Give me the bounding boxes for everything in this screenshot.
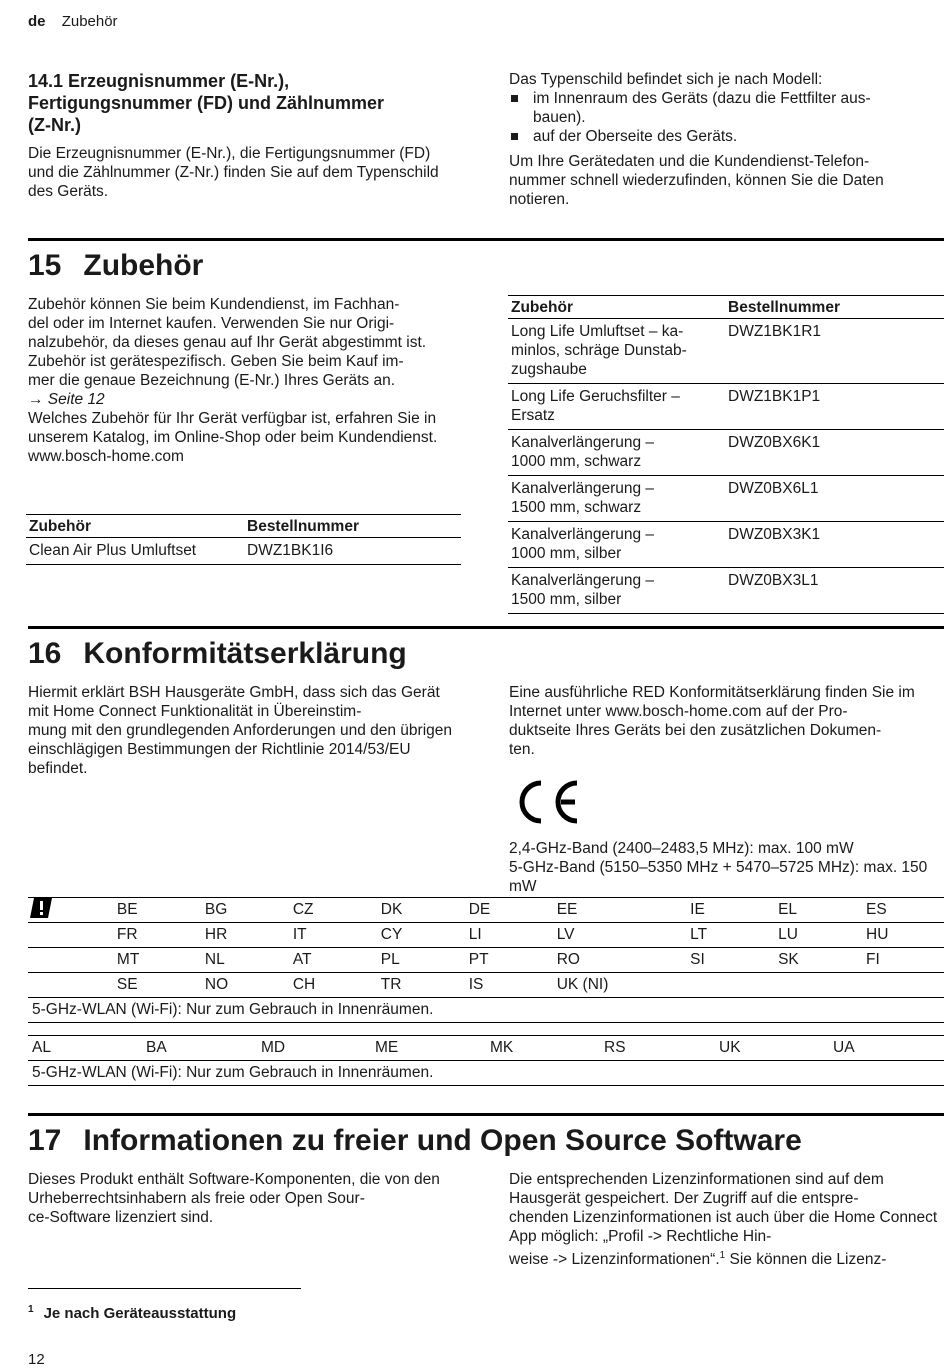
country-code (862, 973, 944, 998)
nameplate-intro: Das Typenschild befindet sich je nach Modell: (509, 71, 823, 88)
accessory-name: Kanalverlängerung – 1000 mm, silber (508, 522, 725, 568)
column-header-accessory: Zubehör (508, 296, 725, 319)
column-header-order-number: Bestellnummer (725, 296, 944, 319)
section-14-1-body: Die Erzeugnisnummer (E-Nr.), die Fertigungsnummer (FD) und die Zählnummer (Z-Nr.) finden Sie auf dem Typenschild des Geräts. (28, 145, 439, 200)
accessory-name: Long Life Geruchsfilter – Ersatz (508, 384, 725, 430)
frequency-bands: 2,4-GHz-Band (2400–2483,5 MHz): max. 100 mW 5-GHz-Band (5150–5350 MHz + 5470–5725 MHz): max. 150 mW (509, 840, 928, 895)
accessory-name: Kanalverlängerung – 1500 mm, schwarz (508, 476, 725, 522)
country-code: BG (201, 898, 289, 923)
nameplate-note: Um Ihre Gerätedaten und die Kundendienst-Telefon- nummer schnell wiederzufinden, können Sie die Daten notieren. (509, 153, 884, 208)
accessory-name: Long Life Umluftset – ka- minlos, schräge Dunstab- zugshaube (508, 319, 725, 384)
header-title: Zubehör (61, 13, 118, 30)
country-code: ME (371, 1036, 486, 1061)
list-item: auf der Oberseite des Geräts. (509, 127, 941, 146)
column-header-order-number: Bestellnummer (244, 515, 461, 538)
accessory-specific: Zubehör ist gerätespezifisch. Geben Sie beim Kauf im- mer die genaue Bezeichnung (E-Nr.) Ihres Geräts an. (28, 353, 404, 389)
country-code: SI (686, 948, 774, 973)
country-code: LT (686, 923, 774, 948)
accessory-name: Clean Air Plus Umluftset (26, 538, 244, 565)
section-title: Informationen zu freier und Open Source Software (83, 1124, 802, 1157)
footnote-text: Je nach Geräteausstattung (43, 1305, 237, 1322)
section-number: 17 (28, 1124, 62, 1157)
section-17-heading (28, 1124, 802, 1158)
nameplate-location-list (509, 89, 941, 146)
country-table-non-eu (28, 1035, 944, 1086)
footnote-reference[interactable]: 1 (719, 1250, 726, 1261)
country-code: NL (201, 948, 289, 973)
country-code: IS (465, 973, 553, 998)
column-header-accessory: Zubehör (26, 515, 244, 538)
country-code: AL (28, 1036, 142, 1061)
accessory-table-right (508, 295, 944, 614)
section-divider (28, 238, 944, 241)
section-number: 16 (28, 637, 62, 670)
country-code: UK (715, 1036, 829, 1061)
country-code: CZ (289, 898, 377, 923)
accessory-name: Kanalverlängerung – 1500 mm, silber (508, 568, 725, 614)
table-row (508, 319, 944, 384)
country-code: BA (142, 1036, 257, 1061)
order-number: DWZ0BX3K1 (725, 522, 944, 568)
page-header (28, 12, 118, 31)
list-item: im Innenraum des Geräts (dazu die Fettfilter aus- bauen). (509, 89, 941, 127)
order-number: DWZ0BX3L1 (725, 568, 944, 614)
country-code: SE (113, 973, 201, 998)
order-number: DWZ0BX6L1 (725, 476, 944, 522)
country-code: SK (774, 948, 862, 973)
section-16-heading (28, 637, 407, 671)
conformity-right (509, 683, 945, 896)
country-code: CY (377, 923, 465, 948)
language-code: de (28, 13, 46, 30)
country-code: IE (686, 898, 774, 923)
table-row (508, 476, 944, 522)
accessory-intro: Zubehör können Sie beim Kundendienst, im Fachhan- del oder im Internet kaufen. Verwenden Sie nur Origi- nalzubehör, da dieses genau auf Ihr Gerät abgestimmt ist. (28, 296, 427, 351)
accessory-availability: Welches Zubehör für Ihr Gerät verfügbar ist, erfahren Sie in unserem Katalog, im Online-Shop oder beim Kundendienst. (28, 410, 438, 446)
red-declaration-note: Eine ausführliche RED Konformitätserklärung finden Sie im Internet unter www.bosch-home.com auf der Pro- duktseite Ihres Geräts bei den zusätzlichen Dokumen- ten. (509, 684, 915, 758)
country-code: NO (201, 973, 289, 998)
table-row (28, 1061, 944, 1086)
license-text: Die entsprechenden Lizenzinformationen sind auf dem Hausgerät gespeichert. Der Zugriff auf die entspre- chenden Lizenzinformationen ist auch über die Home Connect App möglich: „Profil -> Rechtliche Hin- weise -> Lizenzinformationen“. (509, 1171, 938, 1269)
footnote (28, 1300, 236, 1323)
country-code: EL (774, 898, 862, 923)
footnote-divider (28, 1288, 301, 1289)
oss-license-info (509, 1170, 941, 1269)
page-number: 12 (28, 1351, 45, 1368)
country-code: IT (289, 923, 377, 948)
section-title: Konformitätserklärung (83, 637, 407, 670)
order-number: DWZ1BK1R1 (725, 319, 944, 384)
table-row (28, 973, 944, 998)
country-code: ES (862, 898, 944, 923)
table-row (508, 384, 944, 430)
country-code: CH (289, 973, 377, 998)
country-code: LV (553, 923, 686, 948)
oss-intro: Dieses Produkt enthält Software-Komponenten, die von den Urheberrechtsinhabern als freie oder Open Sour- ce-Software lizenziert sind. (28, 1171, 440, 1226)
table-row (508, 430, 944, 476)
website-link[interactable]: www.bosch-home.com (28, 448, 184, 465)
wlan-indoor-note: 5-GHz-WLAN (Wi-Fi): Nur zum Gebrauch in Innenräumen. (28, 1061, 944, 1086)
country-code: PL (377, 948, 465, 973)
country-code: HU (862, 923, 944, 948)
order-number: DWZ1BK1I6 (244, 538, 461, 565)
accessory-name: Kanalverlängerung – 1000 mm, schwarz (508, 430, 725, 476)
country-code: LI (465, 923, 553, 948)
order-number: DWZ0BX6K1 (725, 430, 944, 476)
section-title: Zubehör (83, 249, 204, 282)
wlan-indoor-note: 5-GHz-WLAN (Wi-Fi): Nur zum Gebrauch in Innenräumen. (28, 998, 944, 1023)
country-table-eu (28, 897, 944, 1023)
table-row (508, 522, 944, 568)
country-code (774, 973, 862, 998)
country-code: DE (465, 898, 553, 923)
country-code (686, 973, 774, 998)
section-14-1-left (28, 70, 468, 201)
country-code: MD (257, 1036, 371, 1061)
country-code: UK (NI) (553, 973, 686, 998)
order-number: DWZ1BK1P1 (725, 384, 944, 430)
ce-mark-icon (509, 777, 945, 827)
section-divider (28, 626, 944, 629)
country-code: DK (377, 898, 465, 923)
country-code: AT (289, 948, 377, 973)
country-code: MT (113, 948, 201, 973)
country-code: UA (829, 1036, 944, 1061)
country-code: MK (486, 1036, 600, 1061)
country-code: FR (113, 923, 201, 948)
section-15-heading (28, 249, 203, 283)
footnote-mark: 1 (28, 1304, 34, 1315)
accessory-table-left (26, 514, 461, 565)
country-code: TR (377, 973, 465, 998)
table-row (28, 1036, 944, 1061)
table-row (508, 568, 944, 614)
page-reference-link[interactable]: → Seite 12 (28, 391, 105, 408)
table-row (28, 923, 944, 948)
country-code: RS (600, 1036, 715, 1061)
table-row (28, 998, 944, 1023)
table-row (26, 538, 461, 565)
country-code: LU (774, 923, 862, 948)
country-code: PT (465, 948, 553, 973)
license-text-continued: Sie können die Lizenz- (725, 1251, 887, 1269)
table-row (28, 898, 944, 923)
country-code: HR (201, 923, 289, 948)
section-15-left (28, 295, 458, 466)
section-14-1-title: 14.1 Erzeugnisnummer (E-Nr.), Fertigungsnummer (FD) und Zählnummer (Z-Nr.) (28, 71, 385, 135)
country-code: EE (553, 898, 686, 923)
country-code: BE (113, 898, 201, 923)
country-code: FI (862, 948, 944, 973)
country-code: RO (553, 948, 686, 973)
table-row (28, 948, 944, 973)
section-14-1-right (509, 70, 941, 209)
conformity-statement: Hiermit erklärt BSH Hausgeräte GmbH, dass sich das Gerät mit Home Connect Funktionalität in Übereinstim- mung mit den grundlegenden Anforderungen und den übrigen einschlägigen Bestimmungen der Richtlinie 2014/53/EU befindet. (28, 684, 452, 777)
section-number: 15 (28, 249, 62, 282)
section-divider (28, 1113, 944, 1116)
